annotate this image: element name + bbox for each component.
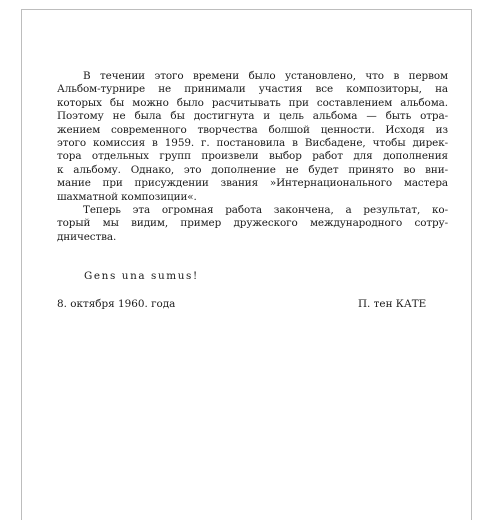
paragraph-1-line-6: этого комиссия в 1959. г. постановила в Висбадене, чтобы дирек-: [57, 137, 448, 150]
paragraph-1-line-8: к альбому. Однако, это дополнение не будет принято во вни-: [57, 163, 448, 176]
paragraph-1-line-7: тора отдельных групп произвели выбор работ для дополнения: [57, 150, 448, 163]
paragraph-1-line-4: Поэтому не была бы достигнута и цель альбома — быть отра-: [57, 110, 448, 123]
paragraph-1-line-3: которых бы можно было расчитывать при составлением альбома.: [57, 96, 448, 109]
paragraph-1-line-2: Альбом-турнире не принимали участия все композиторы, на: [57, 83, 448, 96]
document-page: [21, 9, 472, 520]
signature: П. тен КАТЕ: [358, 298, 427, 310]
paragraph-1-line-9: мание при присуждении звания »Интернационального мастера: [57, 177, 448, 190]
paragraph-2-line-3: дничества.: [57, 230, 117, 243]
date-line: 8. октября 1960. года: [57, 298, 176, 310]
motto: Gens una sumus!: [84, 270, 199, 282]
paragraph-1-line-1: В течении этого времени было установлено, что в первом: [83, 70, 448, 82]
paragraph-1-line-10: шахматной композиции«.: [57, 190, 197, 203]
body-text: [57, 70, 448, 244]
paragraph-1-line-5: жением современного творчества болшой ценности. Исходя из: [57, 123, 448, 136]
paragraph-2-line-2: торый мы видим, пример дружеского международного сотру-: [57, 217, 448, 230]
paragraph-2-line-1: Теперь эта огромная работа закончена, а результат, ко-: [83, 204, 448, 217]
